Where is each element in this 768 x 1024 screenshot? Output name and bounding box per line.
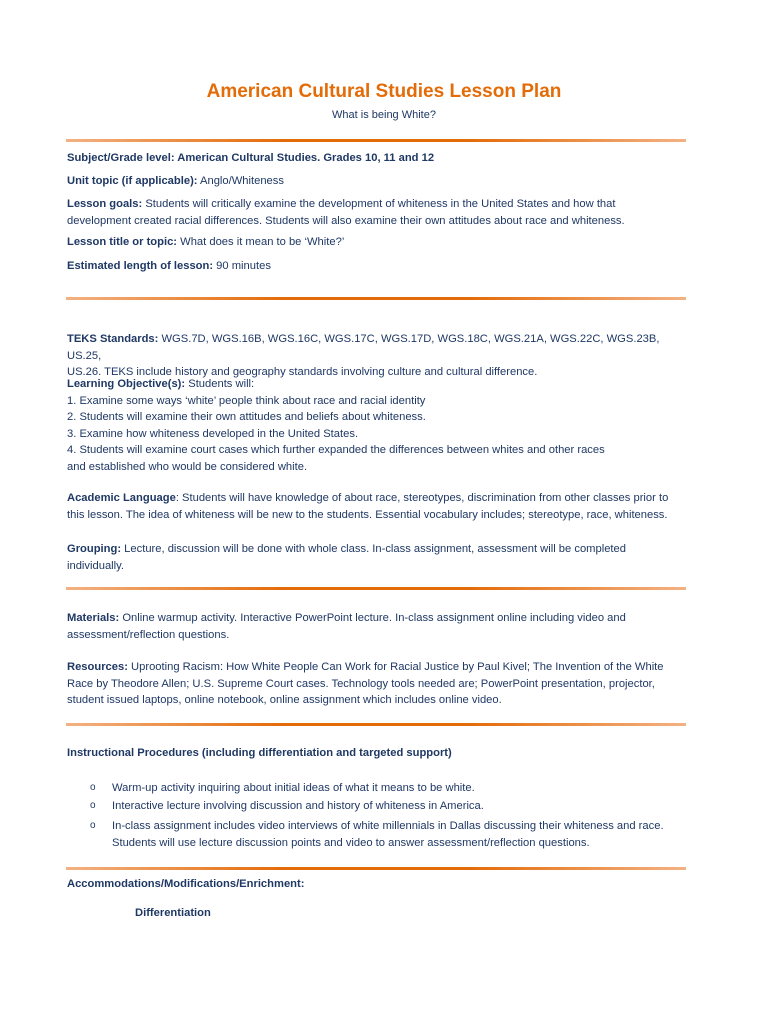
objective-item: and established who would be considered white. [67,460,308,473]
academic-language-block [67,490,692,523]
lesson-length-label: Estimated length of lesson: [67,260,214,272]
resources-label: Resources: [67,661,128,673]
accommodations-heading: Accommodations/Modifications/Enrichment: [67,878,305,890]
procedure-text-line2: Students will use lecture discussion points and video to answer assessment/reflection questions. [112,836,590,849]
document-subtitle: What is being White? [332,109,436,121]
procedure-text-line1: In-class assignment includes video interviews of white millennials in Dallas discussing their whiteness and race. [112,820,664,832]
objective-item: 1. Examine some ways ‘white’ people think about race and racial identity [67,394,426,407]
lesson-goals-line2: development created racial differences. Students will also examine their own attitudes about race and whiteness. [67,214,625,227]
divider-rule [66,587,686,590]
lesson-title-value: What does it mean to be ‘White?’ [177,236,345,248]
academic-language-line1: : Students will have knowledge of about race, stereotypes, discrimination from other classes prior to [175,492,669,504]
lesson-goals-block [67,196,692,229]
divider-rule [66,297,686,300]
lesson-goals-line1: Students will critically examine the development of whiteness in the United States and how that [142,198,616,210]
academic-language-label: Academic Language [67,492,176,504]
objectives-label: Learning Objective(s): [67,378,186,390]
academic-language-line2: this lesson. The idea of whiteness will be new to the students. Essential vocabulary includes; stereotype, race, whiteness. [67,508,668,521]
objective-item: 3. Examine how whiteness developed in the United States. [67,427,359,440]
lesson-title-line [67,234,692,251]
bullet-marker-icon: o [90,800,96,811]
teks-line2: US.26. TEKS include history and geography standards involving culture and cultural difference. [67,366,538,378]
divider-rule [66,723,686,726]
divider-rule [66,867,686,870]
instructional-procedures-heading: Instructional Procedures (including differentiation and targeted support) [67,747,452,759]
lesson-length-line [67,258,692,275]
resources-line2: Race by Theodore Allen; U.S. Supreme Court cases. Technology tools needed are; PowerPoint presentation, projector, [67,677,655,690]
objectives-intro: Students will: [185,378,255,390]
bullet-marker-icon: o [90,782,96,793]
materials-block [67,610,692,643]
bullet-marker-icon: o [90,820,96,831]
resources-block [67,659,692,709]
teks-standards-block [67,331,692,381]
objective-item: 4. Students will examine court cases which further expanded the differences between whites and other races [67,444,605,456]
subject-grade-line: Subject/Grade level: American Cultural Studies. Grades 10, 11 and 12 [67,152,435,164]
teks-line1: WGS.7D, WGS.16B, WGS.16C, WGS.17C, WGS.17D, WGS.18C, WGS.21A, WGS.22C, WGS.23B, US.25, [67,333,660,362]
procedure-text: Interactive lecture involving discussion and history of whiteness in America. [112,800,484,812]
divider-rule [66,139,686,142]
differentiation-heading: Differentiation [135,907,211,919]
grouping-block [67,541,692,574]
procedure-text [112,818,692,851]
grouping-line2: individually. [67,559,125,572]
materials-line2: assessment/reflection questions. [67,628,230,641]
lesson-length-value: 90 minutes [213,260,271,272]
unit-topic-value: Anglo/Whiteness [197,175,284,187]
teks-label: TEKS Standards: [67,333,159,345]
materials-line1: Online warmup activity. Interactive PowerPoint lecture. In-class assignment online including video and [119,612,626,624]
grouping-label: Grouping: [67,543,122,555]
document-title: American Cultural Studies Lesson Plan [206,81,562,102]
resources-line1: Uprooting Racism: How White People Can Work for Racial Justice by Paul Kivel; The Invention of the White [127,661,664,673]
procedure-text: Warm-up activity inquiring about initial ideas of what it means to be white. [112,782,475,794]
objective-item: 2. Students will examine their own attitudes and beliefs about whiteness. [67,411,426,423]
unit-topic-line [67,173,692,190]
unit-topic-label: Unit topic (if applicable): [67,175,198,187]
resources-line3: student issued laptops, online notebook, online assignment which includes online video. [67,694,502,706]
lesson-title-label: Lesson title or topic: [67,236,178,248]
materials-label: Materials: [67,612,120,624]
lesson-goals-label: Lesson goals: [67,198,143,210]
grouping-line1: Lecture, discussion will be done with whole class. In-class assignment, assessment will be completed [121,543,626,555]
learning-objectives-block [67,376,692,475]
